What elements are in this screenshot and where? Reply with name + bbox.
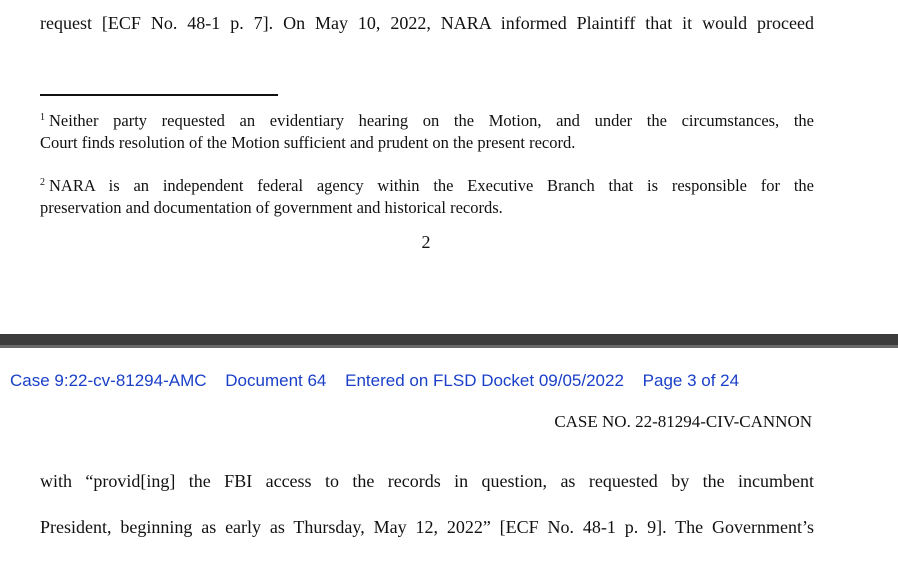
footnote-line: preservation and documentation of government and historical records. xyxy=(40,198,503,217)
footnote-text: NARA is an independent federal agency within the Executive Branch that is responsible for the xyxy=(49,176,814,195)
footnote-line: Court finds resolution of the Motion sufficient and prudent on the present record. xyxy=(40,133,576,152)
footnote-separator xyxy=(40,94,278,96)
footnote-line xyxy=(40,107,814,132)
footnote-line xyxy=(40,172,814,197)
footnote-2 xyxy=(40,172,814,219)
docket-entered-date: Entered on FLSD Docket 09/05/2022 xyxy=(345,371,624,390)
docket-page-count: Page 3 of 24 xyxy=(642,371,740,390)
footnote-marker: 1 xyxy=(40,112,45,123)
body-text-line: President, beginning as early as Thursday, May 12, 2022” [ECF No. 48-1 p. 9]. The Government’s xyxy=(40,517,814,537)
case-number-heading: CASE NO. 22-81294-CIV-CANNON xyxy=(554,412,812,431)
footnote-marker: 2 xyxy=(40,177,45,188)
docket-document-number: Document 64 xyxy=(225,371,327,390)
docket-header xyxy=(10,370,870,392)
docket-case-number: Case 9:22-cv-81294-AMC xyxy=(10,371,207,390)
body-text-line: request [ECF No. 48-1 p. 7]. On May 10, 2022, NARA informed Plaintiff that it would proceed xyxy=(40,13,814,33)
page-divider xyxy=(0,334,898,348)
footnote-text: Neither party requested an evidentiary hearing on the Motion, and under the circumstances, the xyxy=(49,111,814,130)
page-number: 2 xyxy=(421,232,431,252)
footnote-1 xyxy=(40,107,814,154)
body-text-line: with “provid[ing] the FBI access to the records in question, as requested by the incumbent xyxy=(40,471,814,491)
